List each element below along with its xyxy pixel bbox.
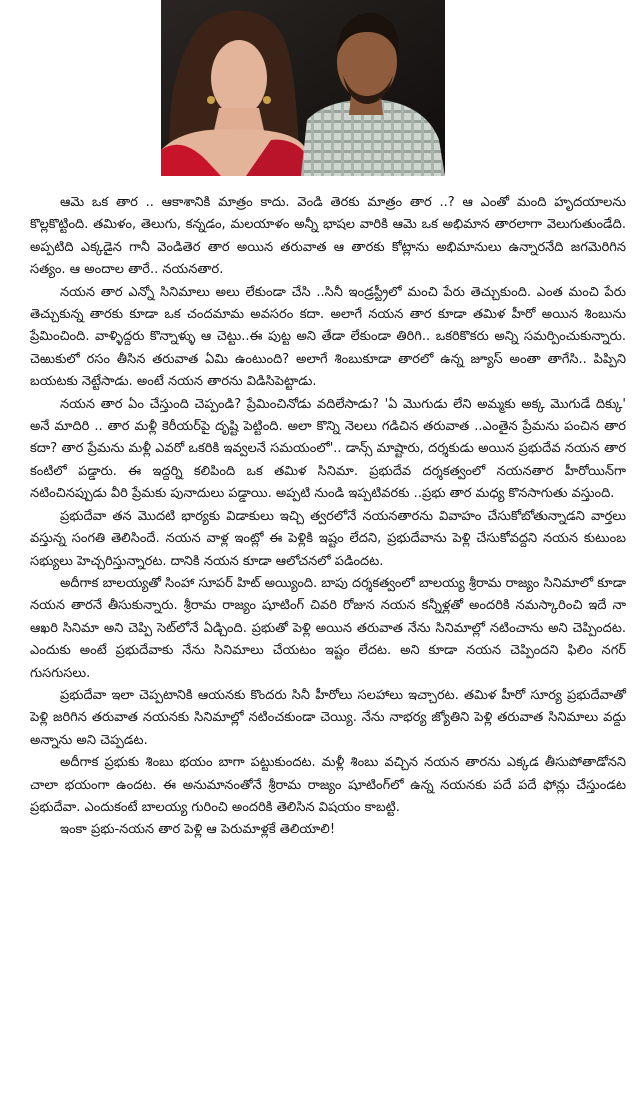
article-paragraph: ప్రభుదేవా ఇలా చెప్పటానికి ఆయనకు కొందరు సినీ హీరోలు సలహాలు ఇచ్చారట. తమిళ హీరో సూర్య ప్రభుదేవాతో పెళ్లి జరిగిన తరువాత నయనకు సినిమాల్లో నటించకుండా చెయ్యి. నేను నాభర్య జ్యోతిని పెళ్లి తరువాత సినిమాలు వద్దు అన్నాను అని చెప్పడట. — [30, 687, 626, 748]
article-paragraph: అదీగాక ప్రభుకు శింబు భయం బాగా పట్టుకుందట. మళ్లీ శింబు వచ్చిన నయన తారను ఎక్కడ తీసుపోతాడోనని చాలా భయంగా ఉందట. ఈ అనుమానంతోనే శ్రీరామ రాజ్యం షూటింగ్‌లో ఉన్న నయనకు పదే పదే ఫోన్లు చేస్తుండట ప్రభుదేవా. ఎందుకంటే బాలయ్య గురించి అందరికి తెలిసిన విషయం కాబట్టి. — [30, 755, 626, 815]
article-paragraph: ప్రభుదేవా తన మొదటి భార్యకు విడాకులు ఇచ్చి త్వరలోనే నయనతారను వివాహం చేసుకోబోతున్నాడని వార్తలు వస్తున్న సంగతి తెలిసిందే. నయన వాళ్ల ఇంట్లో ఈ పెళ్లికి ఇష్టం లేదని, ప్రభుదేవాను పెళ్లి చేసుకోవద్దని నయన కుటుంబ సభ్యులు హెచ్చరిస్తున్నారట. దానికి నయన కూడా ఆలోచనలో పడిందట. — [30, 508, 626, 569]
article-paragraph: నయన తార ఎన్నో సినిమాలు అలు లేకుండా చేసి ..సినీ ఇండ్రస్ట్రీలో మంచి పేరు తెచ్చుకుంది. ఎంత మంచి పేరు తెచ్చుకున్న తారకు కూడా ఒక చందమామ అవసరం కదా. అలాగే నయన తార కూడా తమిళ హీరో అయిన శింబును ప్రేమించింది. వాళ్ళిద్దరు కొన్నాళ్ళు ఆ చెట్టు..ఈ పుట్ట అని తేడా లేకుండా తిరిగి.. ఒకరికొకరు అన్ని సమర్పించుకున్నారు. చెఱుకులో రసం తీసిన తరువాత ఏమి ఉంటుంది? అలాగే శింబుకూడా తారలో ఉన్న జ్యూస్ అంతా తాగేసి.. పిప్పిని బయటకు నెట్టేసాడు. అంటే నయన తారను విడిసిపెట్టాడు. — [30, 284, 626, 390]
article-paragraph: అదీగాక బాలయ్యతో సింహా సూపర్ హిట్ అయ్యింది. బాపు దర్శకత్వంలో బాలయ్య శ్రీరామ రాజ్యం సినిమాలో కూడా నయన తారనే తీసుకున్నారు. శ్రీరామ రాజ్యం షూటింగ్ చివరి రోజున నయన కన్నీళ్లతో అందరికి నమస్కారించి ఇదే నా ఆఖరి సినిమా అని చెప్పి సెట్‌లోనే ఏడ్చింది. ప్రభుతో పెళ్లి అయిన తరువాత నేను సినిమాల్లో నటించాను అని చెప్పిందట. ఎందుకు అంటే ప్రభుదేవాకు నేను సినిమాలు చేయటం ఇష్టం లేదట. అని కూడా నయన చెప్పిందని ఫిలిం నగర్ గుసగుసలు. — [30, 575, 626, 681]
couple-photo-illustration — [161, 0, 445, 176]
article-body — [30, 192, 626, 842]
article-paragraph: నయన తార ఏం చేస్తుంది చెప్పండి? ప్రేమించినోడు వదిలేసాడు? 'ఏ మొగుడు లేని అమ్మకు అక్క మొగుడే దిక్కు' అనే మాదిరి .. తార మళ్లీ కెరీయర్‌పై దృష్టి పెట్టింది. అలా కొన్ని నెలలు గడిచిన తరువాత ..ఎంతైన ప్రేమను పంచిన తార కదా? తార ప్రేమను మళ్లీ ఎవరో ఒకరికి ఇవ్వలనే సమయంలో'.. డాన్స్ మాష్టారు, దర్శకుడు అయిన ప్రభుదేవ నయన తార కంటిలో పడ్డారు. ఈ ఇద్దర్ని కలిపింది ఒక తమిళ సినిమా. ప్రభుదేవ దర్శకత్వంలో నయనతార హీరోయిన్‌గా నటించినప్పుడు వీరి ప్రేమకు పునాదులు పడ్డాయి. అప్పటి నుండి ఇప్పటివరకు ..ప్రభు తార మధ్య కొనసాగుతు వస్తుంది. — [30, 396, 626, 502]
article-photo — [161, 0, 445, 176]
article-paragraph: ఇంకా ప్రభు-నయన తార పెళ్లి ఆ పెరుమాళ్లకే తెలియాలి! — [60, 822, 336, 838]
article-paragraph: ఆమె ఒక తార .. ఆకాశానికి మాత్రం కాదు. వెండి తెరకు మాత్రం తార ..? ఆ ఎంతో మంది హృదయాలను కొల్లకొట్టింది. తమిళం, తెలుగు, కన్నడం, మలయాళం అన్నీ భాషల వారికి ఆమె ఒక అభిమాన తారలాగా వెలుగుతుండేది. అప్పటిది ఎక్కడైన గానీ వెండితెర తార అయిన తరువాత ఆ తారకు కోట్లాను అభిమానులు ఉన్నారనేది జగమెరిగిన సత్యం. ఆ అందాల తారే.. నయనతార. — [30, 195, 626, 278]
